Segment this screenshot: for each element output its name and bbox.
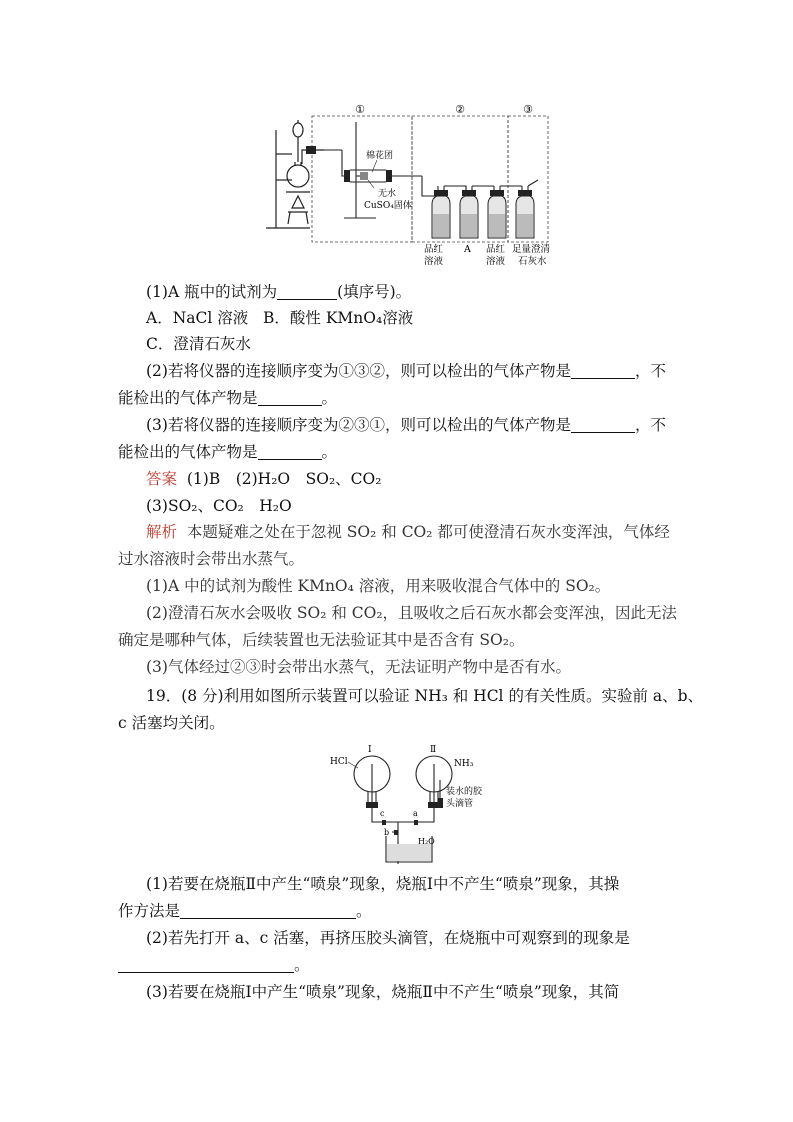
wash-bottles <box>422 176 538 238</box>
option-c: C．澄清石灰水 <box>146 335 251 353</box>
section-3-label: ③ <box>523 103 533 116</box>
bottle-1-label-line1: 品红 <box>424 244 444 255</box>
fountain-apparatus-figure <box>322 740 482 868</box>
hcl-label: HCl <box>330 757 348 767</box>
dropper-label-line2: 头滴管 <box>446 799 474 809</box>
valve-c-label: c <box>380 809 385 818</box>
analysis-line4: (2)澄清石灰水会吸收 SO₂ 和 CO₂，且吸收之后石灰水都会变浑浊，因此无法 <box>146 604 678 622</box>
q18-part3-line1: (3)若将仪器的连接顺序变为②③①，则可以检出的气体产物是 ，不 <box>146 416 666 434</box>
flask-1-label: Ⅰ <box>368 745 372 755</box>
bottle-4-label-line2: 石灰水 <box>518 256 547 267</box>
cuso4-label: CuSO₄固体 <box>364 201 412 211</box>
q19-part1-line1: (1)若要在烧瓶Ⅱ中产生“喷泉”现象，烧瓶Ⅰ中不产生“喷泉”现象，其操 <box>146 875 620 893</box>
q18-blank-1[interactable] <box>277 284 337 300</box>
q19-stem-line1: 19．(8 分)利用如图所示装置可以验证 NH₃ 和 HCl 的有关性质。实验前 a、b、 <box>146 687 704 705</box>
answer-line2: (3)SO₂、CO₂ H₂O <box>146 497 292 515</box>
dropper-label-line1: 装水的胶 <box>446 787 482 797</box>
q19-blank-1[interactable] <box>180 903 356 919</box>
q18-part1: (1)A 瓶中的试剂为 (填序号)。 <box>146 283 412 301</box>
gas-generator <box>266 120 324 228</box>
q19-part2-line2: 。 <box>118 955 310 975</box>
option-a: A．NaCl 溶液 <box>146 309 249 327</box>
q19-part3-line1: (3)若要在烧瓶Ⅰ中产生“喷泉”现象，烧瓶Ⅱ中不产生“喷泉”现象，其简 <box>146 983 620 1001</box>
q18-blank-3[interactable] <box>258 390 322 406</box>
analysis-line3: (1)A 中的试剂为酸性 KMnO₄ 溶液，用来吸收混合气体中的 SO₂。 <box>146 577 611 595</box>
q18-part2-line1: (2)若将仪器的连接顺序变为①③②，则可以检出的气体产物是 ，不 <box>146 362 666 380</box>
nh3-label: NH₃ <box>454 759 474 769</box>
option-b: B．酸性 KMnO₄溶液 <box>263 309 414 327</box>
valve-b-label: b <box>384 828 390 837</box>
q18-part2-line2: 能检出的气体产物是 。 <box>118 389 338 407</box>
section-1-label: ① <box>355 103 365 116</box>
bottle-1-label-line2: 溶液 <box>424 256 444 267</box>
bottle-3-label-line1: 品红 <box>486 244 506 255</box>
q18-blank-5[interactable] <box>258 444 322 460</box>
flask-2-label: Ⅱ <box>430 745 437 755</box>
analysis-label: 解析 <box>146 523 178 541</box>
answer-line1: 答案 (1)B (2)H₂O SO₂、CO₂ <box>146 470 382 488</box>
q19-part2-line1: (2)若先打开 a、c 活塞，再挤压胶头滴管，在烧瓶中可观察到的现象是 <box>146 929 630 947</box>
analysis-line6: (3)气体经过②③时会带出水蒸气，无法证明产物中是否有水。 <box>146 658 571 676</box>
q18-blank-4[interactable] <box>571 417 635 433</box>
q19-blank-2[interactable] <box>118 957 294 973</box>
bottle-3-label-line2: 溶液 <box>486 256 506 267</box>
water-label: H₂O <box>418 837 435 846</box>
q18-options-ab <box>146 308 413 328</box>
q19-part1-line2: 作方法是 。 <box>118 902 372 920</box>
analysis-line2: 过水溶液时会带出水蒸气。 <box>118 550 305 568</box>
analysis-line1: 解析 本题疑难之处在于忽视 SO₂ 和 CO₂ 都可使澄清石灰水变浑浊，气体经 <box>146 523 670 541</box>
q19-stem-line2: c 活塞均关闭。 <box>118 714 225 732</box>
valve-a-label: a <box>413 809 418 818</box>
section-2-label: ② <box>455 103 465 116</box>
bottle-2-label: A <box>464 244 471 255</box>
cotton-label: 棉花团 <box>366 151 394 161</box>
anhydrous-label: 无水 <box>378 189 397 199</box>
answer-label: 答案 <box>146 470 178 488</box>
apparatus-figure <box>262 100 562 272</box>
bottle-4-label-line1: 足量澄清 <box>512 244 551 255</box>
analysis-line5: 确定是哪种气体，后续装置也无法验证其中是否含有 SO₂。 <box>118 631 525 649</box>
q18-part3-line2: 能检出的气体产物是 。 <box>118 443 338 461</box>
q18-blank-2[interactable] <box>571 363 635 379</box>
